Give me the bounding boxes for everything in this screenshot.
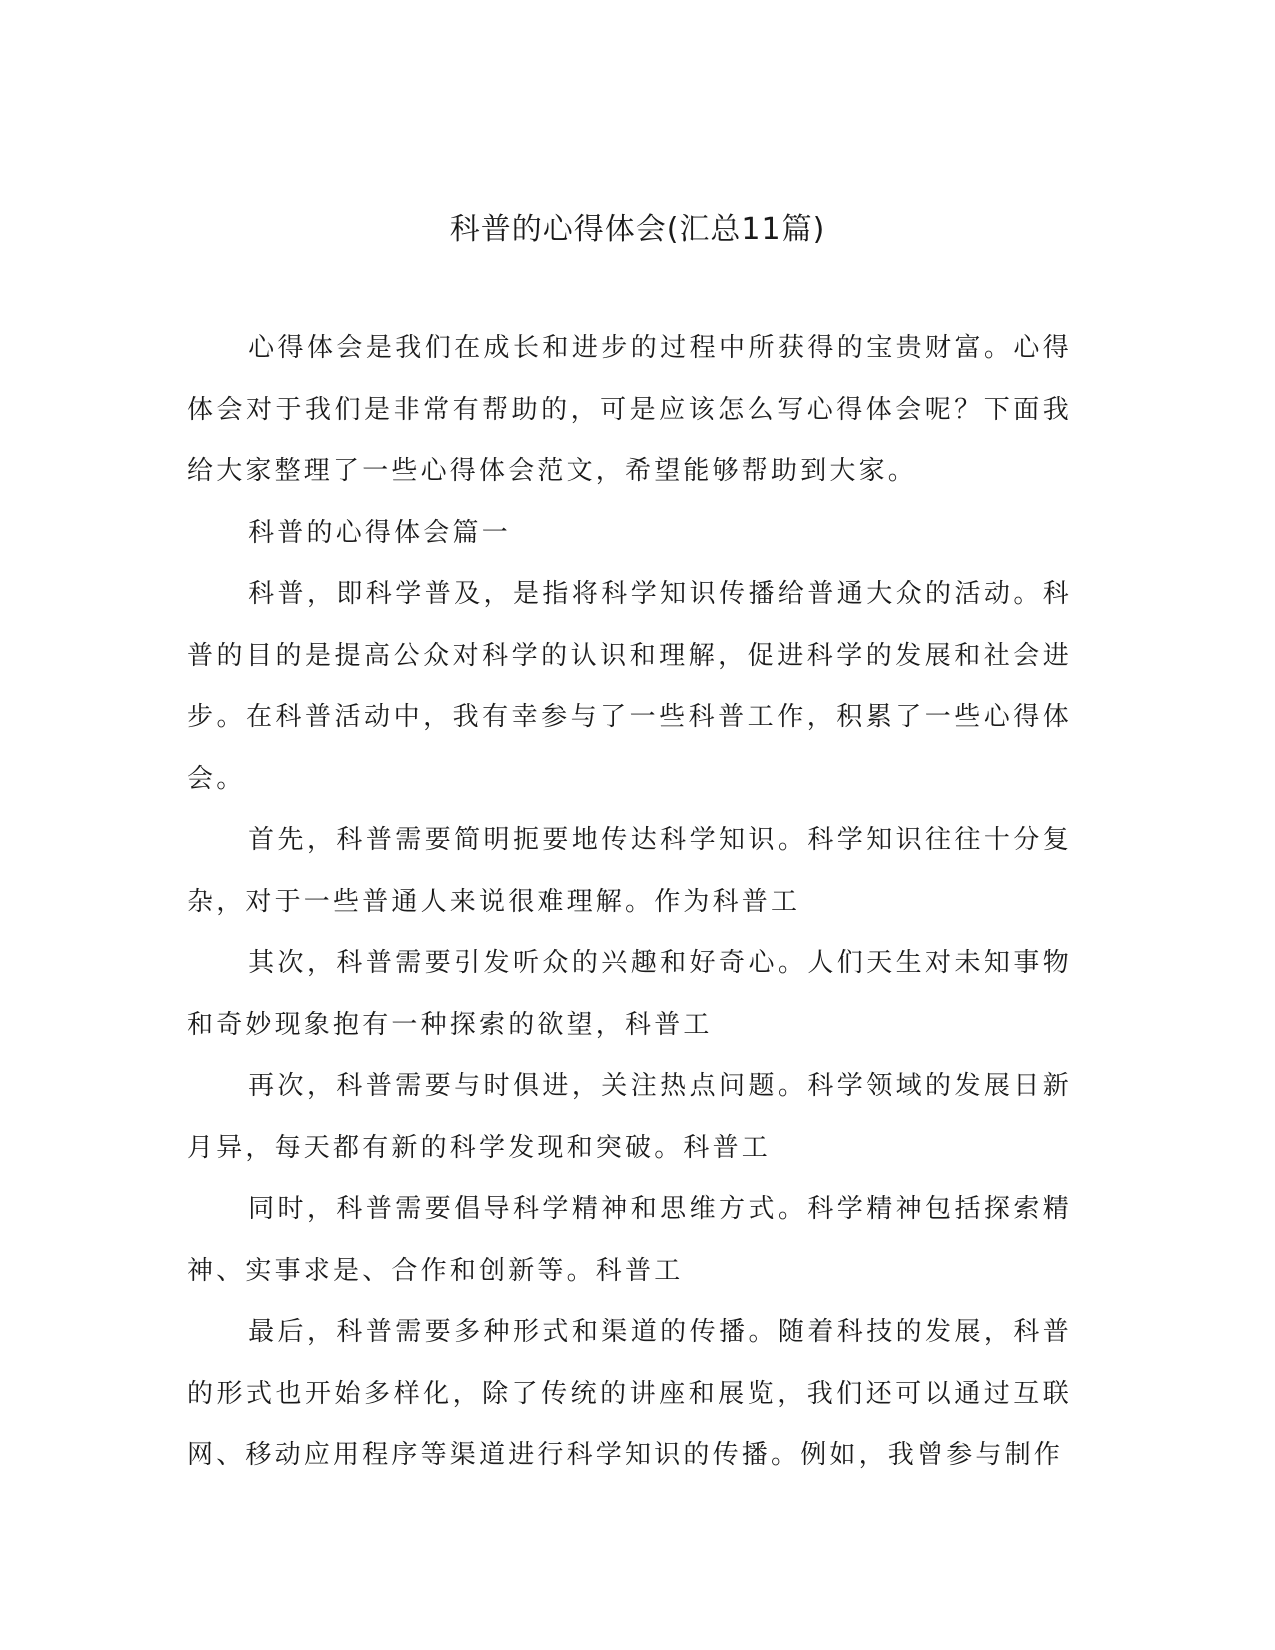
document-body bbox=[187, 318, 1072, 1487]
intro-paragraph: 心得体会是我们在成长和进步的过程中所获得的宝贵财富。心得体会对于我们是非常有帮助的，可是应该怎么写心得体会呢？下面我给大家整理了一些心得体会范文，希望能够帮助到大家。 bbox=[187, 333, 1072, 486]
document-title: 科普的心得体会(汇总11篇) bbox=[449, 212, 826, 247]
body-paragraph: 科普，即科学普及，是指将科学知识传播给普通大众的活动。科普的目的是提高公众对科学的认识和理解，促进科学的发展和社会进步。在科普活动中，我有幸参与了一些科普工作，积累了一些心得体会。 bbox=[187, 579, 1072, 794]
body-paragraph: 最后，科普需要多种形式和渠道的传播。随着科技的发展，科普的形式也开始多样化，除了传统的讲座和展览，我们还可以通过互联网、移动应用程序等渠道进行科学知识的传播。例如，我曾参与制作 bbox=[187, 1317, 1072, 1470]
body-paragraph: 首先，科普需要简明扼要地传达科学知识。科学知识往往十分复杂，对于一些普通人来说很难理解。作为科普工 bbox=[187, 825, 1072, 917]
section-heading: 科普的心得体会篇一 bbox=[248, 517, 511, 548]
body-paragraph: 其次，科普需要引发听众的兴趣和好奇心。人们天生对未知事物和奇妙现象抱有一种探索的欲望，科普工 bbox=[187, 948, 1072, 1040]
body-paragraph: 再次，科普需要与时俱进，关注热点问题。科学领域的发展日新月异，每天都有新的科学发现和突破。科普工 bbox=[187, 1071, 1072, 1163]
body-paragraph: 同时，科普需要倡导科学精神和思维方式。科学精神包括探索精神、实事求是、合作和创新等。科普工 bbox=[187, 1194, 1072, 1286]
